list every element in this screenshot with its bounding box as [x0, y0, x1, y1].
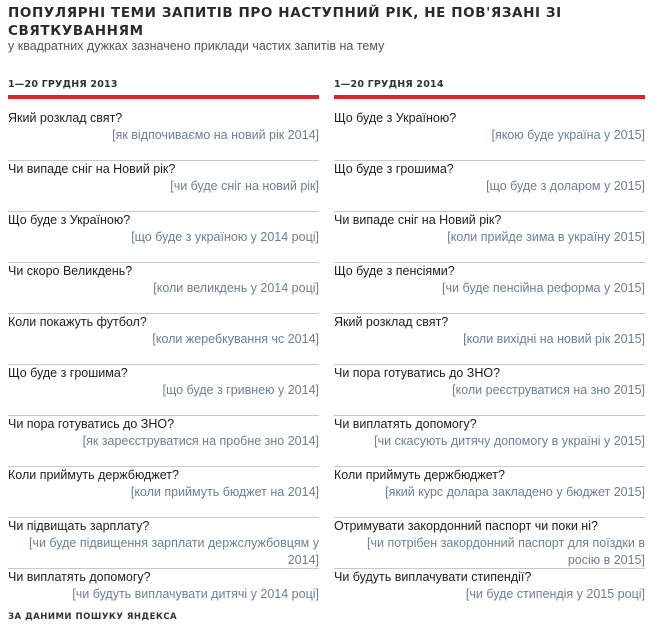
query-topic: Коли покажуть футбол? — [8, 315, 147, 329]
page-title: ПОПУЛЯРНІ ТЕМИ ЗАПИТІВ ПРО НАСТУПНИЙ РІК, НЕ ПОВ'ЯЗАНІ ЗІ СВЯТКУВАННЯМ — [8, 5, 562, 39]
query-example: [чи буде сніг на новий рік] — [170, 179, 319, 193]
query-example: [що буде з україною у 2014 році] — [131, 230, 319, 244]
query-topic: Чи скоро Великдень? — [8, 264, 133, 278]
red-divider — [8, 95, 319, 99]
query-example: [що буде з доларом у 2015] — [486, 179, 645, 193]
list-item — [8, 314, 319, 365]
query-example: [коли приймуть бюджет на 2014] — [130, 485, 319, 499]
list-item — [8, 161, 319, 212]
query-example: [коли реєструватися на зно 2015] — [452, 383, 645, 397]
query-topic: Чи підвищать зарплату? — [8, 519, 150, 533]
query-example: [чи буде стипендія у 2015 році] — [465, 587, 645, 601]
list-item — [334, 161, 645, 212]
period-label: 1—20 ГРУДНЯ 2013 — [8, 79, 118, 90]
list-item — [334, 416, 645, 467]
list-item — [334, 263, 645, 314]
query-topic: Що буде з Україною? — [334, 111, 457, 125]
query-example: [чи будуть виплачувати дитячі у 2014 році] — [72, 587, 319, 601]
query-topic: Що буде з пенсіями? — [334, 264, 455, 278]
list-item — [8, 212, 319, 263]
query-example: [коли вихідні на новий рік 2015] — [463, 332, 645, 346]
query-example: [як відпочиваємо на новий рік 2014] — [112, 128, 319, 142]
query-topic: Чи випаде сніг на Новий рік? — [334, 213, 502, 227]
query-topic: Чи пора готуватись до ЗНО? — [8, 417, 175, 431]
query-list — [334, 110, 645, 619]
query-topic: Чи виплатять допомогу? — [8, 570, 151, 584]
query-example: [коли прийде зима в україну 2015] — [447, 230, 645, 244]
query-topic: Чи виплатять допомогу? — [334, 417, 477, 431]
list-item — [334, 518, 645, 569]
query-topic: Коли приймуть держбюджет? — [334, 468, 505, 482]
query-example: [що буде з гривнею у 2014] — [162, 383, 319, 397]
list-item — [8, 365, 319, 416]
query-topic: Коли приймуть держбюджет? — [8, 468, 179, 482]
query-example: [як зареєструватися на пробне зно 2014] — [82, 434, 319, 448]
query-example: [коли великдень у 2014 році] — [153, 281, 319, 295]
query-example: [чи буде підвищення зарплати держслужбовцям у 2014] — [28, 536, 319, 567]
query-example: [якою буде україна у 2015] — [491, 128, 645, 142]
list-item — [8, 416, 319, 467]
list-item — [8, 263, 319, 314]
list-item — [334, 110, 645, 161]
period-label: 1—20 ГРУДНЯ 2014 — [334, 79, 444, 90]
query-list — [8, 110, 319, 619]
column-2013 — [8, 78, 319, 619]
query-topic: Чи будуть виплачувати стипендії? — [334, 570, 532, 584]
list-item — [8, 110, 319, 161]
list-item — [8, 518, 319, 569]
query-topic: Який розклад свят? — [8, 111, 123, 125]
query-topic: Що буде з грошима? — [334, 162, 454, 176]
column-2014 — [334, 78, 645, 619]
page-subtitle: у квадратних дужках зазначено приклади частих запитів на тему — [8, 39, 385, 53]
query-example: [чи скасують дитячу допомогу в україні у 2015] — [374, 434, 645, 448]
query-example: [коли жеребкування чс 2014] — [152, 332, 319, 346]
query-topic: Чи пора готуватись до ЗНО? — [334, 366, 501, 380]
list-item — [334, 314, 645, 365]
list-item — [334, 569, 645, 619]
query-topic: Який розклад свят? — [334, 315, 449, 329]
query-topic: Що буде з грошима? — [8, 366, 128, 380]
query-example: [який курс долара закладено у бюджет 2015] — [385, 485, 645, 499]
source-note: ЗА ДАНИМИ ПОШУКУ ЯНДЕКСА — [8, 612, 178, 622]
red-divider — [334, 95, 645, 99]
query-example: [чи буде пенсійна реформа у 2015] — [442, 281, 645, 295]
query-topic: Чи випаде сніг на Новий рік? — [8, 162, 176, 176]
query-topic: Отримувати закордонний паспорт чи поки ні? — [334, 519, 598, 533]
query-topic: Що буде з Україною? — [8, 213, 131, 227]
query-example: [чи потрібен закордонний паспорт для поїздки в росію в 2015] — [367, 536, 645, 567]
list-item — [334, 212, 645, 263]
list-item — [334, 365, 645, 416]
list-item — [8, 467, 319, 518]
list-item — [334, 467, 645, 518]
